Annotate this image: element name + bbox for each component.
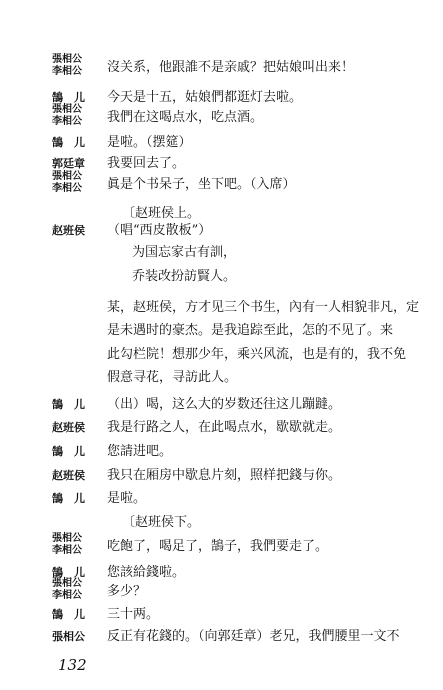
speaker-name: 李相公 (52, 590, 82, 601)
dialogue-text: （出）喝，这么大的岁数还往这儿蹦躂。 (107, 397, 342, 412)
script-line (0, 578, 443, 604)
speaker-name: 李相公 (52, 183, 82, 194)
speaker-name: 李相公 (52, 116, 82, 127)
dialogue-text: 乔装改扮訪賢人。 (132, 269, 237, 284)
dialogue-text: 是啦。（摆筵） (107, 135, 192, 150)
dialogue-text: 〔赵班侯下。 (122, 515, 201, 530)
dialogue-text: 某，赵班侯，方才见三个书生，內有一人相貌非凡，定 (107, 300, 420, 315)
dialogue-text: 是未遇时的豪杰。是我追踪至此，怎的不见了。来 (107, 323, 394, 338)
script-line (0, 627, 443, 649)
speaker-name: 赵班侯 (52, 421, 85, 434)
script-line (0, 133, 443, 155)
dialogue-text: 沒关系，他跟誰不是亲戚？把姑娘叫出来！ (107, 60, 355, 75)
dialogue-text: 您該給錢啦。 (107, 565, 186, 580)
dialogue-text: 我只在厢房中歇息片刻，照样把錢与你。 (107, 468, 342, 483)
script-line (0, 489, 443, 511)
dialogue-text: 为国忘家古有訓， (132, 245, 237, 260)
speaker-name: 張相公 (52, 578, 82, 589)
speaker-name: 張相公 (52, 104, 82, 115)
dialogue-text: （唱“西皮散板”） (107, 223, 212, 238)
script-line (0, 221, 443, 243)
speaker-name: 赵班侯 (52, 469, 85, 482)
script-line (0, 345, 443, 367)
script-line (0, 171, 443, 197)
speaker-name: 鵠 儿 (52, 608, 85, 621)
script-line (0, 442, 443, 464)
speaker-name: 赵班侯 (52, 224, 85, 237)
speaker-name: 鵠 儿 (52, 492, 85, 505)
speaker-name: 鵠 儿 (52, 398, 85, 411)
speaker-name: 鵠 儿 (52, 91, 85, 104)
script-line (0, 605, 443, 627)
script-line (0, 267, 443, 289)
speaker-name: 張相公 (52, 54, 82, 65)
dialogue-text: 三十两。 (107, 607, 160, 622)
speaker-name: 張相公 (52, 533, 82, 544)
dialogue-text: 多少？ (107, 584, 147, 599)
dialogue-text: 眞是个书呆子，坐下吧。（入席） (107, 177, 296, 192)
script-line (0, 368, 443, 390)
speaker-name: 鵠 儿 (52, 136, 85, 149)
dialogue-text: 吃飽了，喝足了，鵠子，我們要走了。 (107, 539, 329, 554)
script-line (0, 395, 443, 417)
speaker-name: 鵠 儿 (52, 566, 85, 579)
script-line (0, 533, 443, 559)
script-line (0, 298, 443, 320)
dialogue-text: 〔赵班侯上。 (122, 206, 201, 221)
dialogue-text: 我是行路之人，在此喝点水，歇歇就走。 (107, 420, 342, 435)
dialogue-text: 假意寻花，寻訪此人。 (107, 370, 238, 385)
dialogue-text: 我們在这喝点水，吃点酒。 (107, 110, 264, 125)
script-line (0, 54, 443, 80)
dialogue-text: 您請进吧。 (107, 444, 173, 459)
script-line (0, 243, 443, 265)
speaker-name: 張相公 (52, 171, 82, 182)
script-line (0, 104, 443, 130)
speaker-name: 張相公 (52, 630, 85, 643)
dialogue-text: 我要回去了。 (107, 156, 186, 171)
script-line (0, 466, 443, 488)
dialogue-text: 是啦。 (107, 491, 147, 506)
script-line (0, 418, 443, 440)
speaker-name: 李相公 (52, 545, 82, 556)
script-line (0, 513, 443, 535)
speaker-name: 鵠 儿 (52, 445, 85, 458)
dialogue-text: 今天是十五，姑娘們都逛灯去啦。 (107, 90, 303, 105)
dialogue-text: 此勾栏院！想那少年，乘兴风流，也是有的，我不免 (107, 347, 407, 362)
script-line (0, 321, 443, 343)
speaker-name: 李相公 (52, 66, 82, 77)
speaker-name: 郭廷章 (52, 157, 85, 170)
dialogue-text: 反正有花錢的。（向郭廷章）老兄，我們腰里一文不 (107, 629, 400, 644)
page-number: 132 (58, 656, 87, 674)
